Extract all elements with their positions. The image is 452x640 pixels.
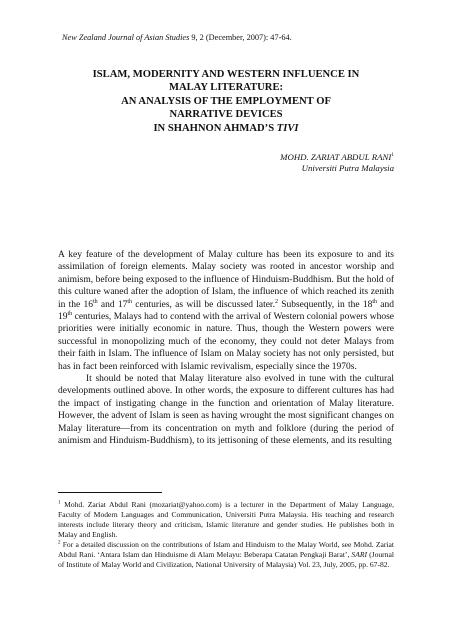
author-block bbox=[280, 150, 394, 175]
ordinal-suffix: th bbox=[67, 310, 73, 317]
body-paragraph-1 bbox=[58, 249, 394, 373]
ordinal-suffix: th bbox=[127, 298, 133, 305]
author-footnote-mark[interactable]: 1 bbox=[391, 152, 394, 158]
title-work-name: TIVI bbox=[276, 122, 299, 134]
author-name-line bbox=[280, 150, 394, 163]
footnote-2-text-b: (Journal of Institute of Malay World and Civilization, National University of Malaysia) Vol. 23, July, 2005, pp. 67-82. bbox=[58, 550, 394, 569]
body-p1-part-b: and 17 bbox=[97, 299, 128, 310]
title-line-1: ISLAM, MODERNITY AND WESTERN INFLUENCE IN bbox=[92, 69, 360, 80]
title-line-5-prefix: IN SHAHNON AHMAD’S bbox=[153, 122, 277, 134]
author-affiliation: Universiti Putra Malaysia bbox=[301, 163, 394, 174]
title-line-3: AN ANALYSIS OF THE EMPLOYMENT OF bbox=[121, 95, 331, 107]
body-p1-part-e: and 19 bbox=[58, 299, 395, 323]
body-p1-part-f: centuries, Malays had to contend with the arrival of Western colonial powers whose priorities were initially economic in nature. Thus, though the Western powers were successful in monopolizing much of the economy, they could not deter Malays from their faith in Islam. The influence of Islam on Malay society has not only persisted, but has in fact been reinforced with Islamic revivalism, especially since the 1970s. bbox=[58, 312, 394, 372]
author-name: MOHD. ZARIAT ABDUL RANI bbox=[280, 151, 392, 162]
footnote-1 bbox=[58, 500, 394, 540]
ordinal-suffix: th bbox=[92, 298, 98, 305]
footnote-1-mark: 1 bbox=[58, 500, 61, 506]
body-p1-part-c: centuries, as will be discussed later. bbox=[132, 299, 275, 310]
journal-name: New Zealand Journal of Asian Studies bbox=[62, 33, 190, 42]
title-line-5 bbox=[58, 122, 394, 135]
footnote-ref-2[interactable]: 2 bbox=[274, 298, 278, 305]
footnote-divider bbox=[58, 492, 162, 493]
footnote-2-text-a: For a detailed discussion on the contributions of Islam and Hinduism to the Malay World, see Mohd. Zariat Abdul Rani. ‘Antara Islam dan Hinduisme di Alam Melayu: Beberapa Catatan Pengkaji Barat’, bbox=[58, 540, 394, 559]
running-head bbox=[62, 33, 292, 42]
ordinal-suffix: th bbox=[372, 298, 378, 305]
footnotes bbox=[58, 500, 394, 570]
body-text bbox=[58, 249, 394, 448]
body-paragraph-2: It should be noted that Malay literature also evolved in tune with the cultural developments outlined above. In other words, the exposure to different cultures has had the impact of instigating change in the function and orientation of Malay literature. However, the advent of Islam is seen as having wrought the most significant changes on Malay literature—from its concentration on myth and folklore (during the period of animism and Hinduism-Buddhism), to its jettisoning of these elements, and its resulting bbox=[58, 374, 394, 447]
journal-issue: 9, 2 (December, 2007): 47-64. bbox=[189, 33, 292, 42]
footnote-2-journal: SARI bbox=[351, 550, 368, 559]
footnote-1-text: Mohd. Zariat Abdul Rani (mozariat@yahoo.com) is a lecturer in the Department of Malay Language, Faculty of Modern Languages and Communication, Universiti Putra Malaysia. His teaching and research interests include literary theory and criticism, Islamic literature and gender studies. He publishes both in Malay and English. bbox=[58, 500, 394, 539]
title-line-4: NARRATIVE DEVICES bbox=[169, 109, 283, 121]
body-p1-part-a: A key feature of the development of Malay culture has been its exposure to and its assimilation of foreign elements. Malay society was rooted in ancestor worship and animism, before being exposed to the influence of Hinduism-Buddhism. But the hold of this culture waned after the adoption of Islam, the influence of which reached its zenith in the 16 bbox=[58, 250, 394, 310]
footnote-2 bbox=[58, 540, 394, 570]
footnote-2-mark: 2 bbox=[58, 540, 61, 546]
title-line-2: MALAY LITERATURE: bbox=[168, 82, 284, 94]
article-title bbox=[58, 68, 394, 135]
body-p1-part-d: Subsequently, in the 18 bbox=[277, 299, 373, 310]
